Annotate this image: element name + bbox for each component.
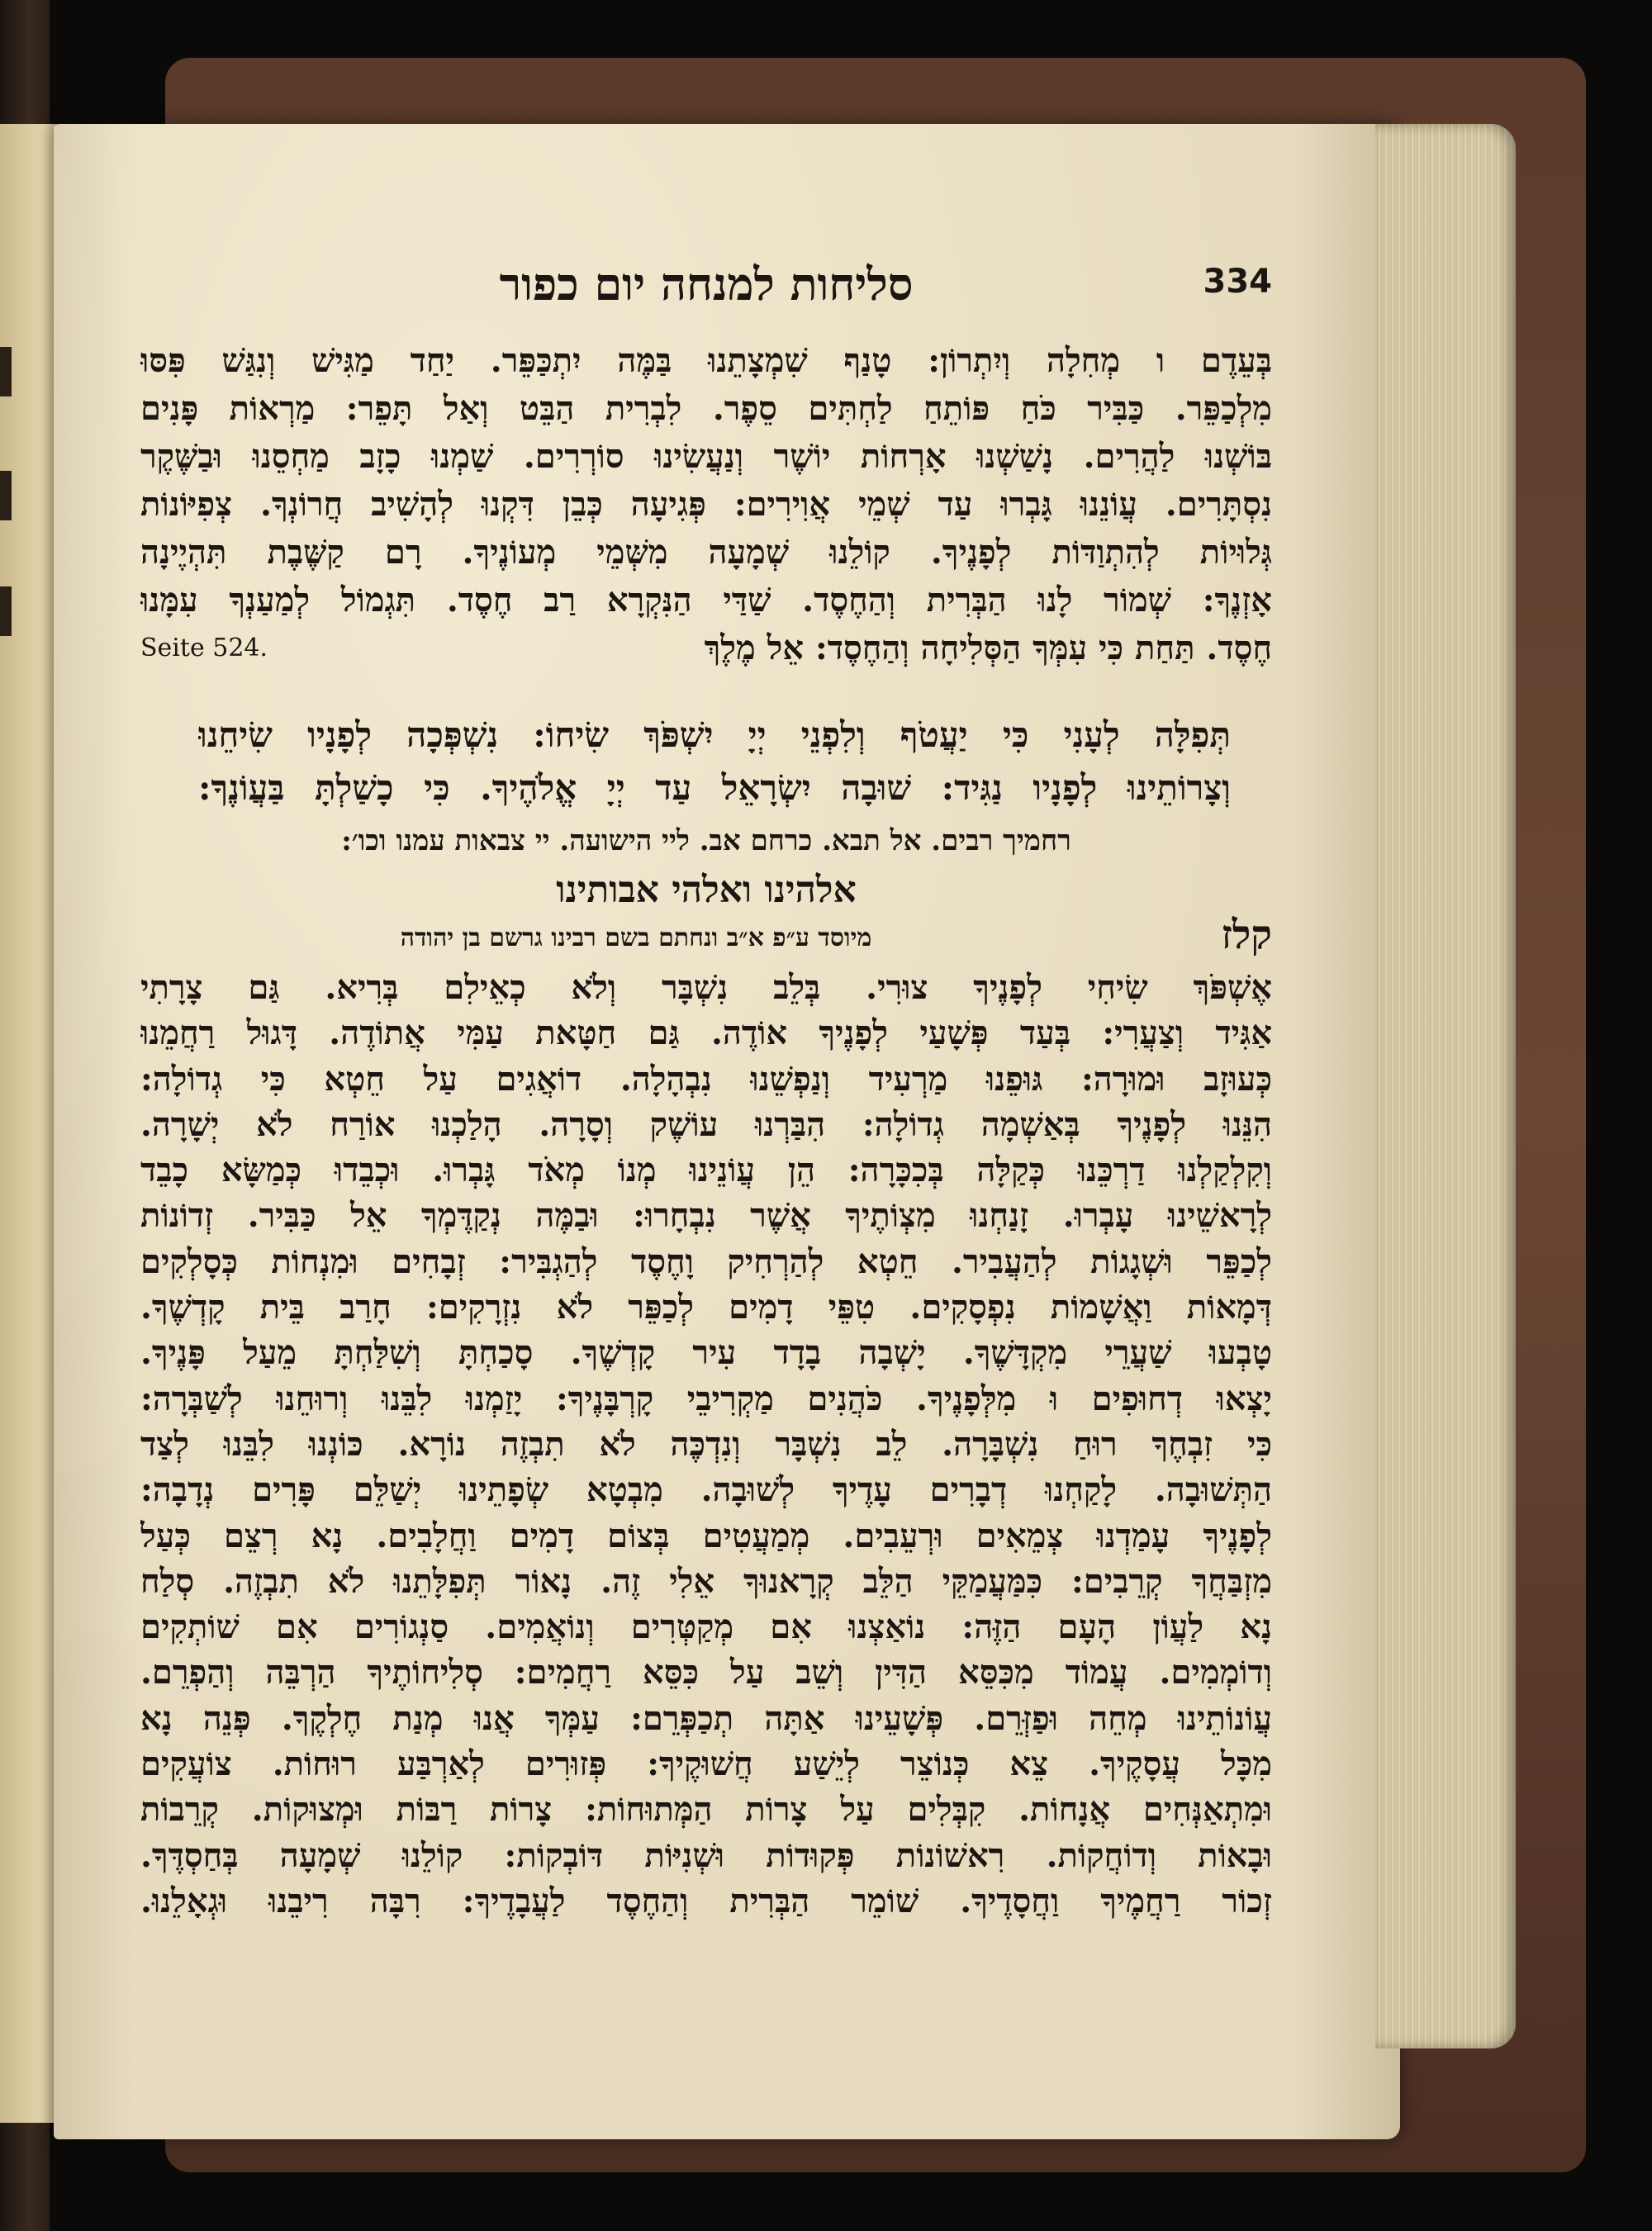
page-number: 334 xyxy=(1203,263,1272,301)
poem-number: קלז xyxy=(1221,912,1272,958)
text-line: אַגִּיד וְצַעֲרִי: בְּעַד פְּשָׁעַי לְפָנֶיךָ אוֹדֶה. גַּם חַטָּאת עַמִּי אֲתוֹדֶה. דָּגוּל רַחֲמֵנוּ xyxy=(140,1013,1272,1053)
verse-line: תְּפִלָּה לְעָנִי כִּי יַעֲטֹף וְלִפְנֵי יְיָ יִשְׁפֹּךְ שִׂיחוֹ: נִשְׁפְּכָה לְפָנָיו שִׂיחֵנוּ xyxy=(198,714,1231,755)
text-line: וּבָאוֹת וְדוֹחֲקוֹת. רִאשׁוֹנוֹת פְּקוּדוֹת וּשְׁנִיּוֹת דּוֹבְקוֹת: קוֹלֵנוּ שְׁמָעָה בְּחַסְדֶּךָ. xyxy=(140,1835,1272,1875)
section-heading: אלהינו ואלהי אבותינו xyxy=(556,869,857,911)
text-line: דְּמָאוֹת וַאֲשָׁמוֹת נִפְסָקִים. טִפֵּי דָמִים לְכַפֵּר לֹא נִזְרָקִים: חָרַב בֵּית קָדְשֶׁךָ. xyxy=(140,1288,1272,1327)
text-line: טָבְעוּ שַׁעֲרֵי מִקְדָּשֶׁךָ. יָשְׁבָה בָדָד עִיר קָדְשֶׁךָ. סָכַחְתָּ וְשִׁלַּחְתָּ מֵעַל פָּנֶיךָ. xyxy=(140,1333,1272,1373)
text-line: מִזְבַּחֲךָ קְרֵבִים: כִּמַּעֲמַקֵּי הַלֵּב קְרָאנוּךָ אֵלִי זֶה. נָאוֹר תְּפִלָּתֵנוּ לֹא תִבְזֶה. סְלַח xyxy=(140,1561,1272,1601)
text-line: כִּי זִבְחֶךָ רוּחַ נִשְׁבָּרָה. לֵב נִשְׁבָּר וְנִדְכֶּה לֹא תִבְזֶה נוֹרָא. כּוֹנְנוּ לִבֵּנוּ לְצַד xyxy=(140,1424,1272,1464)
page-reference: Seite 524. xyxy=(140,634,268,662)
page-mark xyxy=(0,471,12,520)
verse-block xyxy=(198,709,1231,814)
text-block-1 xyxy=(140,337,1272,672)
verse-line: וְצָרוֹתֵינוּ לְפָנָיו נַגִּיד: שׁוּבָה יִשְׂרָאֵל עַד יְיָ אֱלֹהֶיךָ. כִּי כָשַׁלְתָּ בַּעֲוֹנֶךָ: xyxy=(198,767,1231,808)
text-line: בְּעֵדֶם ו מְחִלָה וְיִתְרוֹן: טָנַף שִׁמְצָתֵנוּ בַּמֶּה יִתְכַּפֵּר. יַחַד מַגִּישׁ וְנִגַּשׁ פִּסּוּ xyxy=(140,341,1272,380)
text-line: נָא לַעֲוֹן הָעָם הַזֶּה: נוֹאַצְנוּ אִם מְקַטְּרִים וְנוֹאֲמִים. סַנְגוֹרִים אִם שׁוֹתְקִים xyxy=(140,1607,1272,1647)
page-mark xyxy=(0,347,12,396)
page-mark xyxy=(0,586,12,636)
page-header xyxy=(140,258,1272,329)
text-line: לְכַפֵּר וּשְׁגָגוֹת לְהַעֲבִיר. חֵטְא לְהַרְחִיק וָחֶסֶד לְהַגְבִּיר: זְבָחִים וּמִנְחוֹת כְּסָלְקִים xyxy=(140,1241,1272,1281)
text-line: מִכָּל עֲסָקֶיךָ. צֵא כְּנוֹצֵר לְיֵשַׁע חֲשׁוּקֶיךָ: פְּזוּרִים לְאַרְבַּע רוּחוֹת. צוֹעֲקִים xyxy=(140,1744,1272,1784)
text-line: אָזְנֶךָ: שְׁמוֹר לָנוּ הַבְּרִית וְהַחֶסֶד. שַׁדַּי הַנִּקְרָא רַב חֶסֶד. תִּגְמוֹל לְמַעַנְךָ עִמָּנוּ xyxy=(140,581,1272,619)
text-line: עֲוֹנוֹתֵינוּ מְחֵה וּפַזְּרֵם. פְּשָׁעֵינוּ אַתָּה תְכַפְּרֵם: עַמְּךָ אֲנוּ מְנַת חֶלְקֶךָ. פְּנֵה נָא xyxy=(140,1698,1272,1738)
poem-header xyxy=(140,912,1272,966)
text-line: יָצְאוּ דְחוּפִים וּ מִלְּפָנֶיךָ. כֹּהֲנִים מַקְרִיבֵי קָרְבָּנֶיךָ: יָזַמְנוּ לִבֵּנוּ וְרוּחֵנוּ לְשַׁבְּרָה: xyxy=(140,1379,1272,1418)
text-line: הִנֵּנוּ לְפָנֶיךָ בְּאַשְׁמָה גְדוֹלָה: הִבַּרְנוּ עוֹשֶׁק וְסָרָה. הָלַכְנוּ אוֹרַח לֹא יְשָׁרָה. xyxy=(140,1104,1272,1144)
text-block-2 xyxy=(140,965,1272,1924)
text-line: אֶשְׁפֹּךְ שִׂיחִי לְפָנֶיךָ צוּרִי. בְּלֵב נִשְׁבָּר וְלֹא כְאֵילִם בְּרִיא. גַּם צָרָתִי xyxy=(140,968,1272,1007)
text-line: זְכוֹר רַחֲמֶיךָ וַחֲסָדֶיךָ. שׁוֹמֵר הַבְּרִית וְהַחֶסֶד לַעֲבָדֶיךָ: רִבָּה רִיבֵנוּ וּגְאָלֵנוּ. xyxy=(140,1881,1272,1920)
running-title: סליחות למנחה יום כפור xyxy=(499,258,914,311)
text-line: נִסְתָּרִים. עֲוֹנֵנוּ גָּבְרוּ עַד שְׁמֵי אֲוִירִים: פְּגִיעָה כְּבֵן דִּקְנוּ לְהָשִׁיב חֲרוֹנְךָ. צְפִיּוֹנוֹת xyxy=(140,485,1272,524)
text-line: גְּלוּיוֹת לְהִתְוַדּוֹת לְפָנֶיךָ. קוֹלֵנוּ שְׁמָעָה מִשְּׁמֵי מְעוֹנֶיךָ. רָם קַשֶּׁבֶת תִּהְיֶינָה xyxy=(140,533,1272,572)
text-line: לְפָנֶיךָ עָמַדְנוּ צְמֵאִים וּרְעֵבִים. מְמַעֲטִים בְּצוֹם דָמִים וַחֲלָבִים. נָא רְצֵם כְּעַל xyxy=(140,1516,1272,1555)
text-line: וְקִלְקַלְנוּ דַרְכֵּנוּ כְּקַלָּה בְּכִכָּרָה: הֵן עֲוֹנֵינוּ מְנוֹ מְאֹד גָּבְרוּ. וּכְבֵדוּ כְּמַשָּׂא כָבֵד xyxy=(140,1151,1272,1190)
text-line: כְּעוּזָב וּמוּרָה: גּוּפֵנוּ מַרְעִיד וְנַפְשֵׁנוּ נִבְהָלָה. דוֹאֲגִים עַל חֵטְא כִּי גְדוֹלָה: xyxy=(140,1059,1272,1099)
instruction-line: רחמיך רבים. אל תבא. כרחם אב. ליי הישועה. יי צבאות עמנו וכו׳: xyxy=(341,824,1071,857)
text-line: וְדוֹמְמִים. עֲמוֹד מִכִּסֵּא הַדִּין וְשֵׁב עַל כִּסֵּא רַחֲמִים: סְלִיחוֹתֶיךָ הַרְבֵּה וְהַפְרֵם. xyxy=(140,1653,1272,1692)
text-line: בּוֹשְׁנוּ לַהֲרִים. נָשַׁשְׁנוּ אָרְחוֹת יוֹשֶׁר וְנַעֲשִׂינוּ סוֹרְרִים. שַׁמְנוּ כָזָב מַחְסֵנוּ וּבַשֶּׁקֶר xyxy=(140,437,1272,476)
text-line: הַתְּשׁוּבָה. לָקַחְנוּ דְבָרִים עָדֶיךָ לְשׁוּבָה. מִבְטָא שְׂפָתֵינוּ יְשַׁלֵּם פָּרִים נְדָבָה: xyxy=(140,1470,1272,1510)
poem-attribution: מיוסד ע״פ א״ב ונחתם בשם רבינו גרשם בן יהודה xyxy=(400,923,872,952)
text-line: לְרָאשֵׁינוּ עָבְרוּ. זָנַחְנוּ מִצְוֹתֶיךָ אֲשֶׁר נִבְחָרוּ: וּבַמֶּה נְקַדֶּמְךָ אֵל כַּבִּיר. זְדוֹנוֹת xyxy=(140,1196,1272,1236)
text-line-with-reference xyxy=(140,624,1272,672)
text-line: מִלְכַפֵּר. כַּבִּיר כֹּחַ פּוֹתֵחַ לַחְתִּים סֵפֶר. לִבְרִית הַבֵּט וְאַל תָּפֵר: מַרְאוֹת פָּנִים xyxy=(140,389,1272,428)
text-line: וּמִתְאַנְּחִים אֲנָחוֹת. קִבְּלִים עַל צָרוֹת הַמְּתוּחוֹת: צָרוֹת רַבּוֹת וּמְצוּקוֹת. קְרֵבוֹת xyxy=(140,1790,1272,1830)
text-line-last: חֶסֶד. תַּחַת כִּי עִמְּךָ הַסְּלִיחָה וְהַחֶסֶד: אֵל מֶלֶךְ xyxy=(704,629,1272,667)
page-block-edge xyxy=(1375,124,1516,2048)
